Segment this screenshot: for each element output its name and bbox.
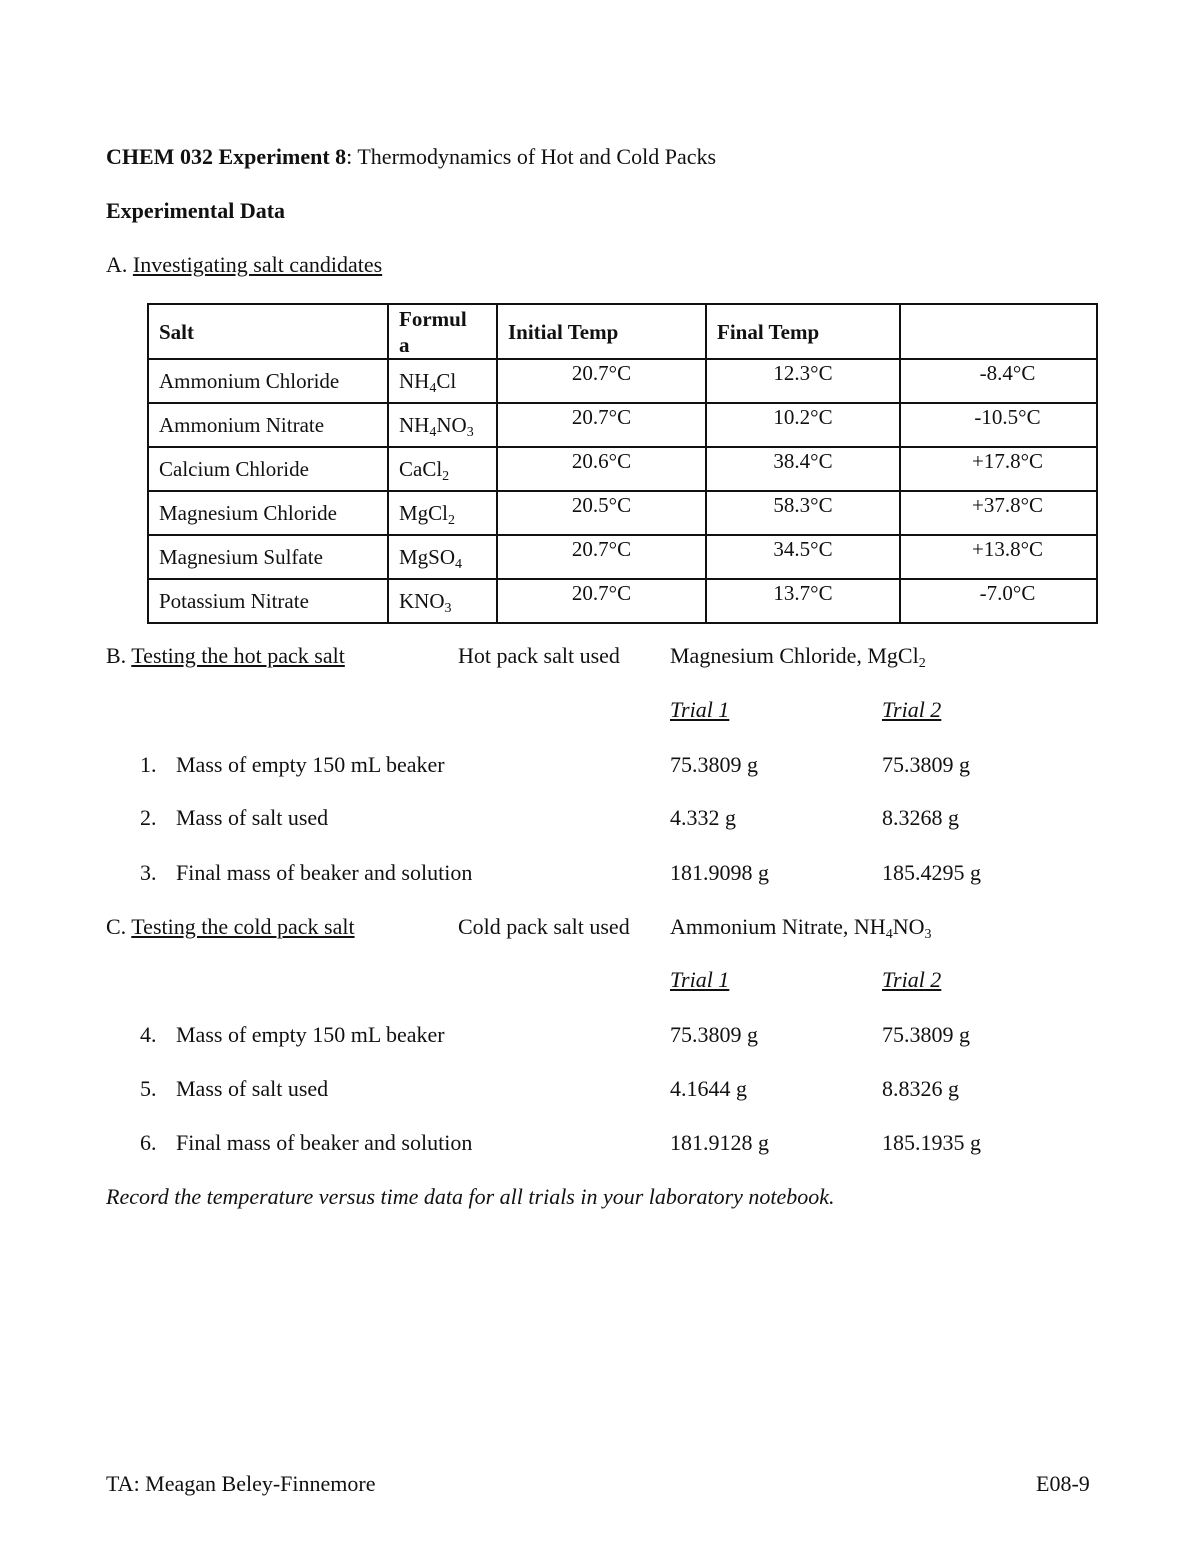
list-item-number: 1.: [140, 752, 157, 777]
part-a-letter: A.: [106, 252, 133, 277]
temp-change: +17.8°C: [900, 447, 1097, 491]
temp-change: -8.4°C: [900, 359, 1097, 403]
trial-2-value: 8.8326 g: [882, 1076, 959, 1101]
final-temp: 34.5°C: [706, 535, 900, 579]
salt-formula: CaCl$_2$: [388, 447, 497, 491]
salt-formula: $NH_4NO_3$: [388, 403, 497, 447]
initial-temp: 20.5°C: [497, 491, 706, 535]
header-salt: Salt: [148, 304, 388, 359]
hot-trial-2-header: Trial 2: [882, 697, 942, 722]
part-b-heading: [106, 643, 345, 669]
cold-trial-2-header: Trial 2: [882, 967, 942, 992]
notebook-note: Record the temperature versus time data for all trials in your laboratory notebook.: [106, 1184, 835, 1209]
initial-temp: 20.7°C: [497, 579, 706, 623]
final-temp: 13.7°C: [706, 579, 900, 623]
salt-name: Potassium Nitrate: [148, 579, 388, 623]
final-temp: 38.4°C: [706, 447, 900, 491]
table-row: [148, 447, 1097, 491]
list-item-label: Mass of salt used: [176, 805, 329, 830]
header-formula: Formul a: [388, 304, 497, 359]
list-item-number: 3.: [140, 860, 157, 885]
salt-formula: MgCl$_2$: [388, 491, 497, 535]
table-row: [148, 359, 1097, 403]
trial-1-value: 75.3809 g: [670, 752, 758, 777]
header-final-temp: Final Temp: [706, 304, 900, 359]
salt-table: [147, 303, 1098, 624]
trial-2-value: 75.3809 g: [882, 1022, 970, 1047]
list-item-label: Mass of empty 150 mL beaker: [176, 752, 445, 777]
temp-change: -10.5°C: [900, 403, 1097, 447]
trial-2-value: 75.3809 g: [882, 752, 970, 777]
final-temp: 12.3°C: [706, 359, 900, 403]
trial-2-value: 185.4295 g: [882, 860, 981, 885]
footer-page-number: E08-9: [1036, 1471, 1090, 1496]
trial-1-value: 4.1644 g: [670, 1076, 747, 1101]
cold-pack-used-label: Cold pack salt used: [458, 914, 630, 939]
header-initial-temp: Initial Temp: [497, 304, 706, 359]
trial-1-value: 4.332 g: [670, 805, 736, 830]
initial-temp: 20.7°C: [497, 359, 706, 403]
list-item-number: 5.: [140, 1076, 157, 1101]
salt-name: Magnesium Sulfate: [148, 535, 388, 579]
list-item-label: Final mass of beaker and solution: [176, 860, 473, 885]
trial-1-value: 181.9128 g: [670, 1130, 769, 1155]
title-rest: : Thermodynamics of Hot and Cold Packs: [346, 144, 717, 169]
list-item-label: Mass of salt used: [176, 1076, 329, 1101]
trial-2-value: 8.3268 g: [882, 805, 959, 830]
part-a-title: Investigating salt candidates: [132, 252, 383, 277]
section-heading: Experimental Data: [106, 198, 286, 223]
salt-name: Calcium Chloride: [148, 447, 388, 491]
table-row: [148, 579, 1097, 623]
initial-temp: 20.6°C: [497, 447, 706, 491]
document-title: [106, 144, 716, 170]
salt-formula: $NH_4Cl$: [388, 359, 497, 403]
temp-change: +13.8°C: [900, 535, 1097, 579]
list-item-number: 4.: [140, 1022, 157, 1047]
footer-ta: TA: Meagan Beley-Finnemore: [106, 1471, 376, 1496]
salt-formula: $KNO_3$: [388, 579, 497, 623]
list-item-number: 2.: [140, 805, 157, 830]
hot-pack-used-label: Hot pack salt used: [458, 643, 620, 668]
header-change: [900, 304, 1097, 359]
salt-name: Ammonium Nitrate: [148, 403, 388, 447]
part-a-heading: [106, 252, 382, 278]
trial-2-value: 185.1935 g: [882, 1130, 981, 1155]
table-header-row: [148, 304, 1097, 359]
part-c-title: Testing the cold pack salt: [131, 914, 355, 939]
salt-formula: MgSO$_4$: [388, 535, 497, 579]
list-item-number: 6.: [140, 1130, 157, 1155]
trial-1-value: 181.9098 g: [670, 860, 769, 885]
initial-temp: 20.7°C: [497, 535, 706, 579]
part-b-letter: B.: [106, 643, 132, 668]
table-row: [148, 491, 1097, 535]
list-item-label: Mass of empty 150 mL beaker: [176, 1022, 445, 1047]
title-bold: CHEM 032 Experiment 8: [106, 144, 347, 169]
table-row: [148, 535, 1097, 579]
table-row: [148, 403, 1097, 447]
hot-trial-1-header: Trial 1: [670, 697, 730, 722]
final-temp: 58.3°C: [706, 491, 900, 535]
initial-temp: 20.7°C: [497, 403, 706, 447]
part-b-title: Testing the hot pack salt: [131, 643, 345, 668]
part-c-heading: [106, 914, 355, 940]
salt-name: Magnesium Chloride: [148, 491, 388, 535]
hot-pack-salt: Magnesium Chloride, MgCl$_2$: [670, 643, 926, 671]
cold-pack-salt: Ammonium Nitrate, $NH_4NO_3$: [670, 914, 932, 942]
salt-name: Ammonium Chloride: [148, 359, 388, 403]
trial-1-value: 75.3809 g: [670, 1022, 758, 1047]
part-c-letter: C.: [106, 914, 132, 939]
list-item-label: Final mass of beaker and solution: [176, 1130, 473, 1155]
temp-change: -7.0°C: [900, 579, 1097, 623]
final-temp: 10.2°C: [706, 403, 900, 447]
cold-trial-1-header: Trial 1: [670, 967, 730, 992]
temp-change: +37.8°C: [900, 491, 1097, 535]
